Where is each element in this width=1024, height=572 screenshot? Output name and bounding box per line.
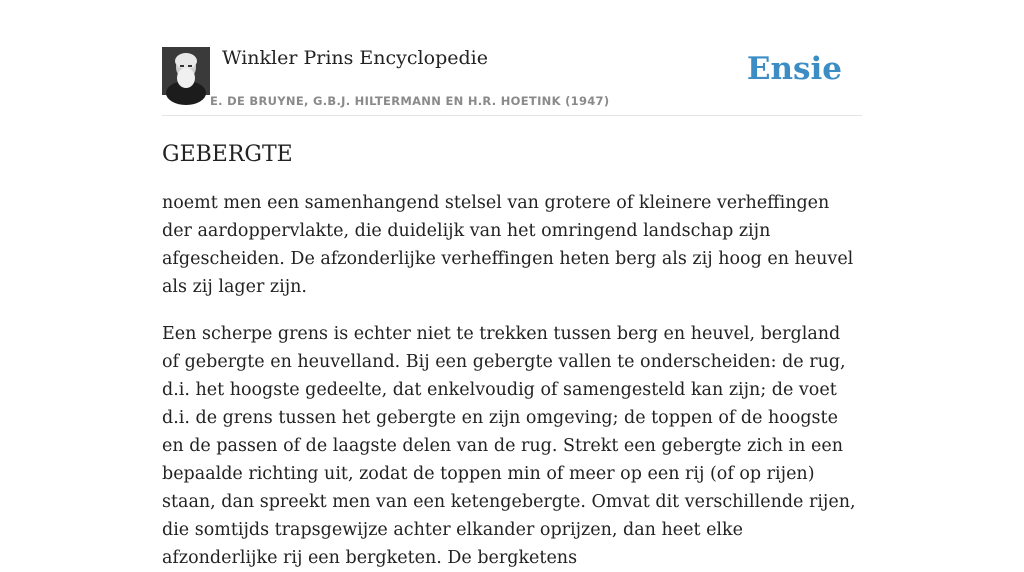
ensie-logo[interactable]: Ensie <box>746 51 842 87</box>
article-column <box>162 0 862 572</box>
source-header <box>162 0 862 116</box>
entry-title: GEBERGTE <box>162 142 293 167</box>
entry-paragraph: Een scherpe grens is echter niet te trekken tussen berg en heuvel, bergland of gebergte en heuvelland. Bij een gebergte vallen te onderscheiden: de rug, d.i. het hoogste gedeelte, dat enkelvoudig of samengesteld kan zijn; de voet d.i. de grens tussen het gebergte en zijn omgeving; de toppen of de hoogste en de passen of de laagste delen van de rug. Strekt een gebergte zich in een bepaalde richting uit, zodat de toppen min of meer op een rij (of op rijen) staan, dan spreekt men van een ketengebergte. Omvat dit verschillende rijen, die somtijds trapsgewijze achter elkander oprijzen, dan heet elke afzonderlijke rij een bergketen. De bergketens <box>162 324 856 568</box>
source-authors: E. DE BRUYNE, G.B.J. HILTERMANN EN H.R. HOETINK (1947) <box>210 94 610 108</box>
source-title[interactable]: Winkler Prins Encyclopedie <box>222 47 488 69</box>
author-avatar <box>162 47 210 95</box>
entry-paragraph: noemt men een samenhangend stelsel van grotere of kleinere verheffingen der aardoppervlakte, die duidelijk van het omringend landschap zijn afgescheiden. De afzonderlijke verheffingen heten berg als zij hoog en heuvel als zij lager zijn. <box>162 193 854 297</box>
